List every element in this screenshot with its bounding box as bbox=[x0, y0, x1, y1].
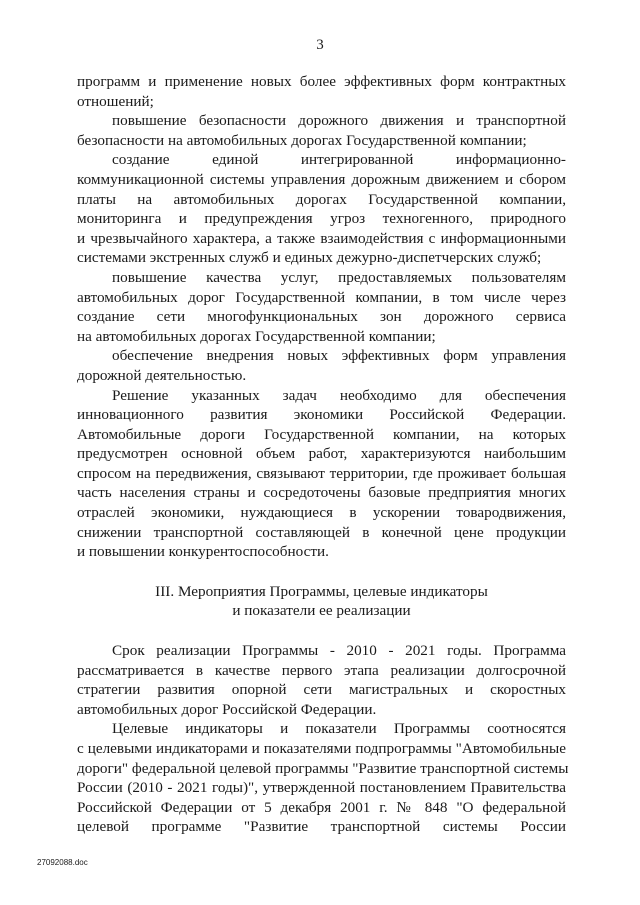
text-line: создание единой интегрированной информационно- bbox=[112, 151, 566, 169]
text-line: снижении транспортной составляющей в конечной цене продукции bbox=[77, 523, 566, 541]
text-line: рассматривается в качестве первого этапа реализации долгосрочной bbox=[77, 661, 566, 679]
text-line: дороги" федеральной целевой программы "Развитие транспортной системы bbox=[77, 759, 569, 777]
text-line: автомобильных дорог Государственной компании, в том числе через bbox=[77, 288, 566, 306]
text-line: обеспечение внедрения новых эффективных форм управления bbox=[112, 347, 566, 365]
text-line: Российской Федерации от 5 декабря 2001 г. № 848 "О федеральной bbox=[77, 798, 566, 816]
section-heading: III. Мероприятия Программы, целевые индикаторы bbox=[155, 582, 488, 600]
document-body bbox=[77, 72, 569, 837]
text-line: Решение указанных задач необходимо для обеспечения bbox=[112, 386, 566, 404]
text-line: и чрезвычайного характера, а также взаимодействия с информационными bbox=[77, 229, 566, 247]
text-line: стратегии развития опорной сети магистральных и скоростных bbox=[77, 681, 566, 699]
text-line: повышение качества услуг, предоставляемых пользователям bbox=[112, 268, 566, 286]
text-line: часть населения страны и сосредоточены базовые предприятия многих bbox=[77, 484, 566, 502]
text-line: Целевые индикаторы и показатели Программы соотносятся bbox=[112, 720, 566, 738]
text-line: создание сети многофункциональных зон дорожного сервиса bbox=[77, 308, 566, 326]
text-line: целевой программе "Развитие транспортной системы России bbox=[77, 818, 566, 836]
text-line: повышение безопасности дорожного движения и транспортной bbox=[112, 112, 566, 130]
text-line: Автомобильные дороги Государственной компании, на которых bbox=[77, 425, 566, 443]
text-line: отношений; bbox=[77, 92, 154, 110]
text-line: дорожной деятельностью. bbox=[77, 366, 247, 384]
text-line: мониторинга и предупреждения угроз техногенного, природного bbox=[77, 210, 566, 228]
text-line: Срок реализации Программы - 2010 - 2021 годы. Программа bbox=[112, 642, 566, 660]
text-line: предусмотрен основной объем работ, характеризуются наибольшим bbox=[77, 445, 566, 463]
text-line: и повышении конкурентоспособности. bbox=[77, 543, 329, 561]
text-line: системами экстренных служб и единых дежурно-диспетчерских служб; bbox=[77, 249, 542, 267]
text-line: безопасности на автомобильных дорогах Государственной компании; bbox=[77, 131, 527, 149]
text-line: автомобильных дорог Российской Федерации. bbox=[77, 700, 377, 718]
text-line: России (2010 - 2021 годы)", утвержденной постановлением Правительства bbox=[77, 779, 566, 797]
text-line: коммуникационной системы управления дорожным движением и сбором bbox=[77, 170, 566, 188]
document-file-reference: 27092088.doc bbox=[37, 858, 88, 867]
section-heading: и показатели ее реализации bbox=[232, 602, 411, 620]
text-line: спросом на передвижения, связывают территории, где проживает большая bbox=[77, 464, 566, 482]
text-line: платы на автомобильных дорогах Государственной компании, bbox=[77, 190, 566, 208]
text-line: с целевыми индикаторами и показателями подпрограммы "Автомобильные bbox=[77, 740, 566, 757]
text-line: отраслей экономики, нуждающиеся в ускорении товародвижения, bbox=[77, 504, 566, 522]
page-number: 3 bbox=[316, 37, 324, 53]
text-line: программ и применение новых более эффективных форм контрактных bbox=[77, 73, 566, 90]
text-line: на автомобильных дорогах Государственной компании; bbox=[77, 327, 436, 345]
text-line: инновационного развития экономики Российской Федерации. bbox=[77, 406, 566, 424]
